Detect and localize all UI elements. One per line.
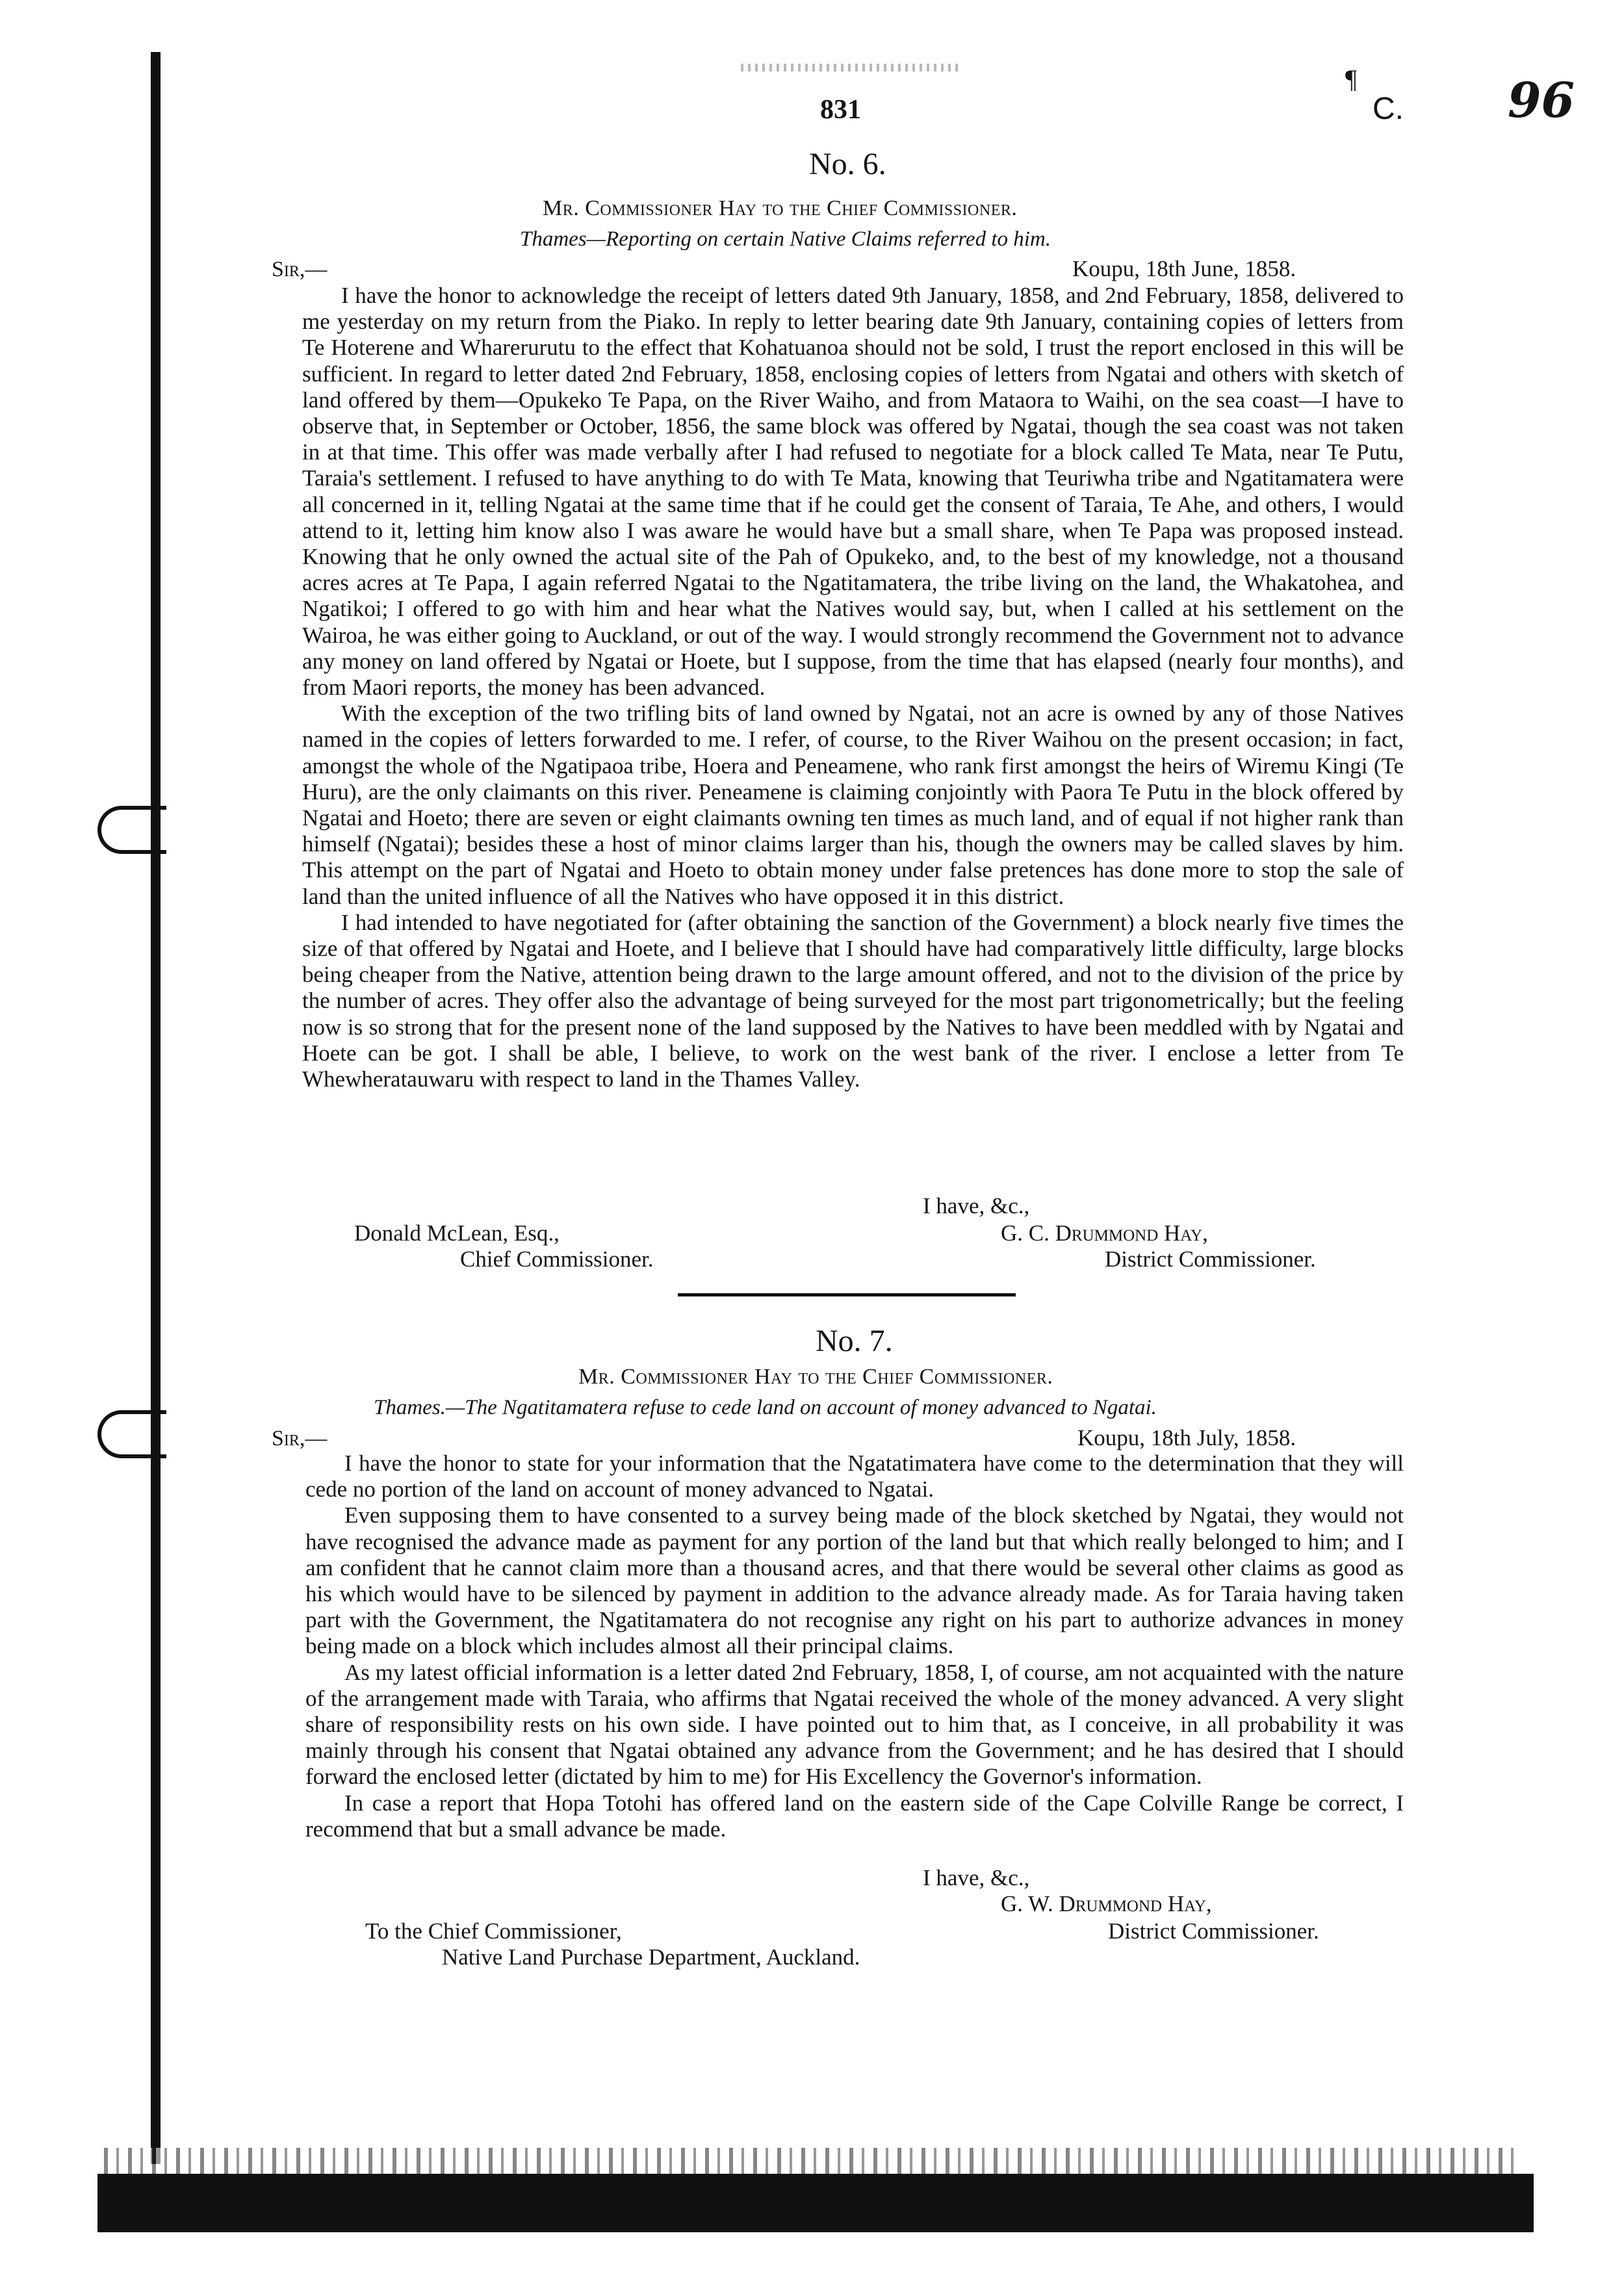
paragraph: In case a report that Hopa Totohi has offered land on the eastern side of the Cape Colville Range be correct, I recommend that but a small advance be made.	[305, 1790, 1404, 1842]
document-subheading: Thames.—The Ngatitamatera refuse to cede land on account of money advanced to Ngatai.	[374, 1396, 1157, 1419]
paragraph: I have the honor to state for your information that the Ngatatimatera have come to the determination that they will cede no portion of the land on account of money advanced to Ngatai.	[305, 1450, 1404, 1502]
handwritten-folio: 96	[1508, 73, 1575, 129]
closing: I have, &c.,	[923, 1193, 1030, 1218]
series-letter: C.	[1373, 92, 1404, 126]
document-number: No. 7.	[816, 1324, 893, 1358]
margin-mark: ¶	[1345, 64, 1358, 94]
signer-title: District Commissioner.	[1108, 1918, 1319, 1944]
scan-edge-noise	[104, 2148, 1521, 2175]
salutation: Sir,—	[272, 257, 328, 281]
place-date: Koupu, 18th June, 1858.	[1072, 256, 1296, 281]
addressee-title: Chief Commissioner.	[460, 1246, 654, 1272]
paragraph: I have the honor to acknowledge the receipt of letters dated 9th January, 1858, and 2nd February, 1858, delivered to me yesterday on my return from the Piako. In reply to letter bearing date 9th January, containing copies of letters from Te Hoterene and Wharerurutu to the effect that Kohatuanoa should not be sold, I trust the report enclosed in this will be sufficient. In regard to letter dated 2nd February, 1858, enclosing copies of letters from Ngatai and others with sketch of land offered by them—Opukeko Te Papa, on the River Waiho, and from Mataora to Waihi, on the sea coast—I have to observe that, in September or October, 1856, the same block was offered by Ngatai, though the sea coast was not taken in at that time. This offer was made verbally after I had refused to negotiate for a block called Te Mata, near Te Putu, Taraia's settlement. I refused to have anything to do with Te Mata, knowing that Teuriwha tribe and Ngatitamatera were all concerned in it, telling Ngatai at the same time that if he could get the consent of Taraia, Te Ahe, and others, I would attend to it, letting him know also I was aware he would have but a small share, when Te Papa was proposed instead. Knowing that he only owned the actual site of the Pah of Opukeko, and, to the best of my knowledge, not a thousand acres acres at Te Papa, I again referred Ngatai to the Ngatitamatera, the tribe living on the land, the Whakatohea, and Ngatikoi; I offered to go with him and hear what the Natives would say, but, when I called at his settlement on the Wairoa, he was either going to Auckland, or out of the way. I would strongly recommend the Government not to advance any money on land offered by Ngatai or Hoete, but I suppose, from the time that has elapsed (nearly four months), and from Maori reports, the money has been advanced.	[302, 283, 1404, 701]
scan-bottom-edge	[97, 2174, 1534, 2232]
page-number: 831	[820, 95, 861, 125]
signer-name: G. C. Drummond Hay,	[1001, 1220, 1208, 1246]
paragraph: I had intended to have negotiated for (after obtaining the sanction of the Government) a block nearly five times the size of that offered by Ngatai and Hoete, and I believe that I should have had comparatively little difficulty, large blocks being cheaper from the Native, attention being drawn to the large amount offered, and not to the division of the price by the number of acres. They offer also the advantage of being surveyed for the most part trigonometrically; but the feeling now is so strong that for the present none of the land supposed by the Natives to have been meddled with by Ngatai and Hoete can be got. I shall be able, I believe, to work on the west bank of the river. I enclose a letter from Te Whewheratauwaru with respect to land in the Thames Valley.	[302, 909, 1404, 1092]
paragraph: Even supposing them to have consented to a survey being made of the block sketched by Ngatai, they would not have recognised the advance made as payment for any portion of the land but that which really belonged to him; and I am confident that he cannot claim more than a thousand acres, and that there would be several other claims as good as his which would have to be silenced by payment in addition to the advance already made. As for Taraia having taken part with the Government, the Ngatitamatera do not recognise any right on his part to authorize advances in money being made on a block which includes almost all their principal claims.	[305, 1502, 1404, 1659]
binding-edge	[151, 52, 161, 2164]
closing: I have, &c.,	[923, 1865, 1030, 1890]
signer-name: G. W. Drummond Hay,	[1001, 1891, 1212, 1916]
section-divider	[678, 1293, 1016, 1296]
document-heading: Mr. Commissioner Hay to the Chief Commissioner.	[543, 196, 1018, 220]
letter-body	[302, 283, 1404, 1092]
signer-title: District Commissioner.	[1105, 1246, 1316, 1272]
addressee-name: Donald McLean, Esq.,	[354, 1220, 560, 1246]
addressee-line: To the Chief Commissioner,	[365, 1918, 622, 1944]
binding-hole	[97, 1410, 166, 1458]
document-number: No. 6.	[809, 147, 886, 181]
salutation: Sir,—	[272, 1426, 328, 1450]
paragraph: With the exception of the two trifling bits of land owned by Ngatai, not an acre is owned by any of those Natives named in the copies of letters forwarded to me. I refer, of course, to the River Waihou on the present occasion; in fact, amongst the whole of the Ngatipaoa tribe, Hoera and Peneamene, who rank first amongst the heirs of Wiremu Kingi (Te Huru), are the only claimants on this river. Peneamene is claiming conjointly with Paora Te Putu in the block offered by Ngatai and Hoeto; there are seven or eight claimants owning ten times as much land, and of equal if not higher rank than himself (Ngatai); besides these a host of minor claims larger than his, though the owners may be called slaves by him. This attempt on the part of Ngatai and Hoeto to obtain money under false pretences has done more to stop the sale of land than the united influence of all the Natives who have opposed it in this district.	[302, 701, 1404, 909]
document-subheading: Thames—Reporting on certain Native Claims referred to him.	[520, 227, 1051, 251]
document-heading: Mr. Commissioner Hay to the Chief Commissioner.	[578, 1365, 1053, 1389]
letter-body	[305, 1450, 1404, 1842]
place-date: Koupu, 18th July, 1858.	[1077, 1425, 1296, 1450]
addressee-line: Native Land Purchase Department, Auckland.	[442, 1944, 860, 1970]
scan-smudge	[741, 64, 962, 71]
binding-hole	[97, 806, 166, 854]
paragraph: As my latest official information is a letter dated 2nd February, 1858, I, of course, am not acquainted with the nature of the arrangement made with Taraia, who affirms that Ngatai received the whole of the money advanced. A very slight share of responsibility rests on his own side. I have pointed out to him that, as I conceive, in all probability it was mainly through his consent that Ngatai obtained any advance from the Government; and he has desired that I should forward the enclosed letter (dictated by him to me) for His Excellency the Governor's information.	[305, 1659, 1404, 1790]
